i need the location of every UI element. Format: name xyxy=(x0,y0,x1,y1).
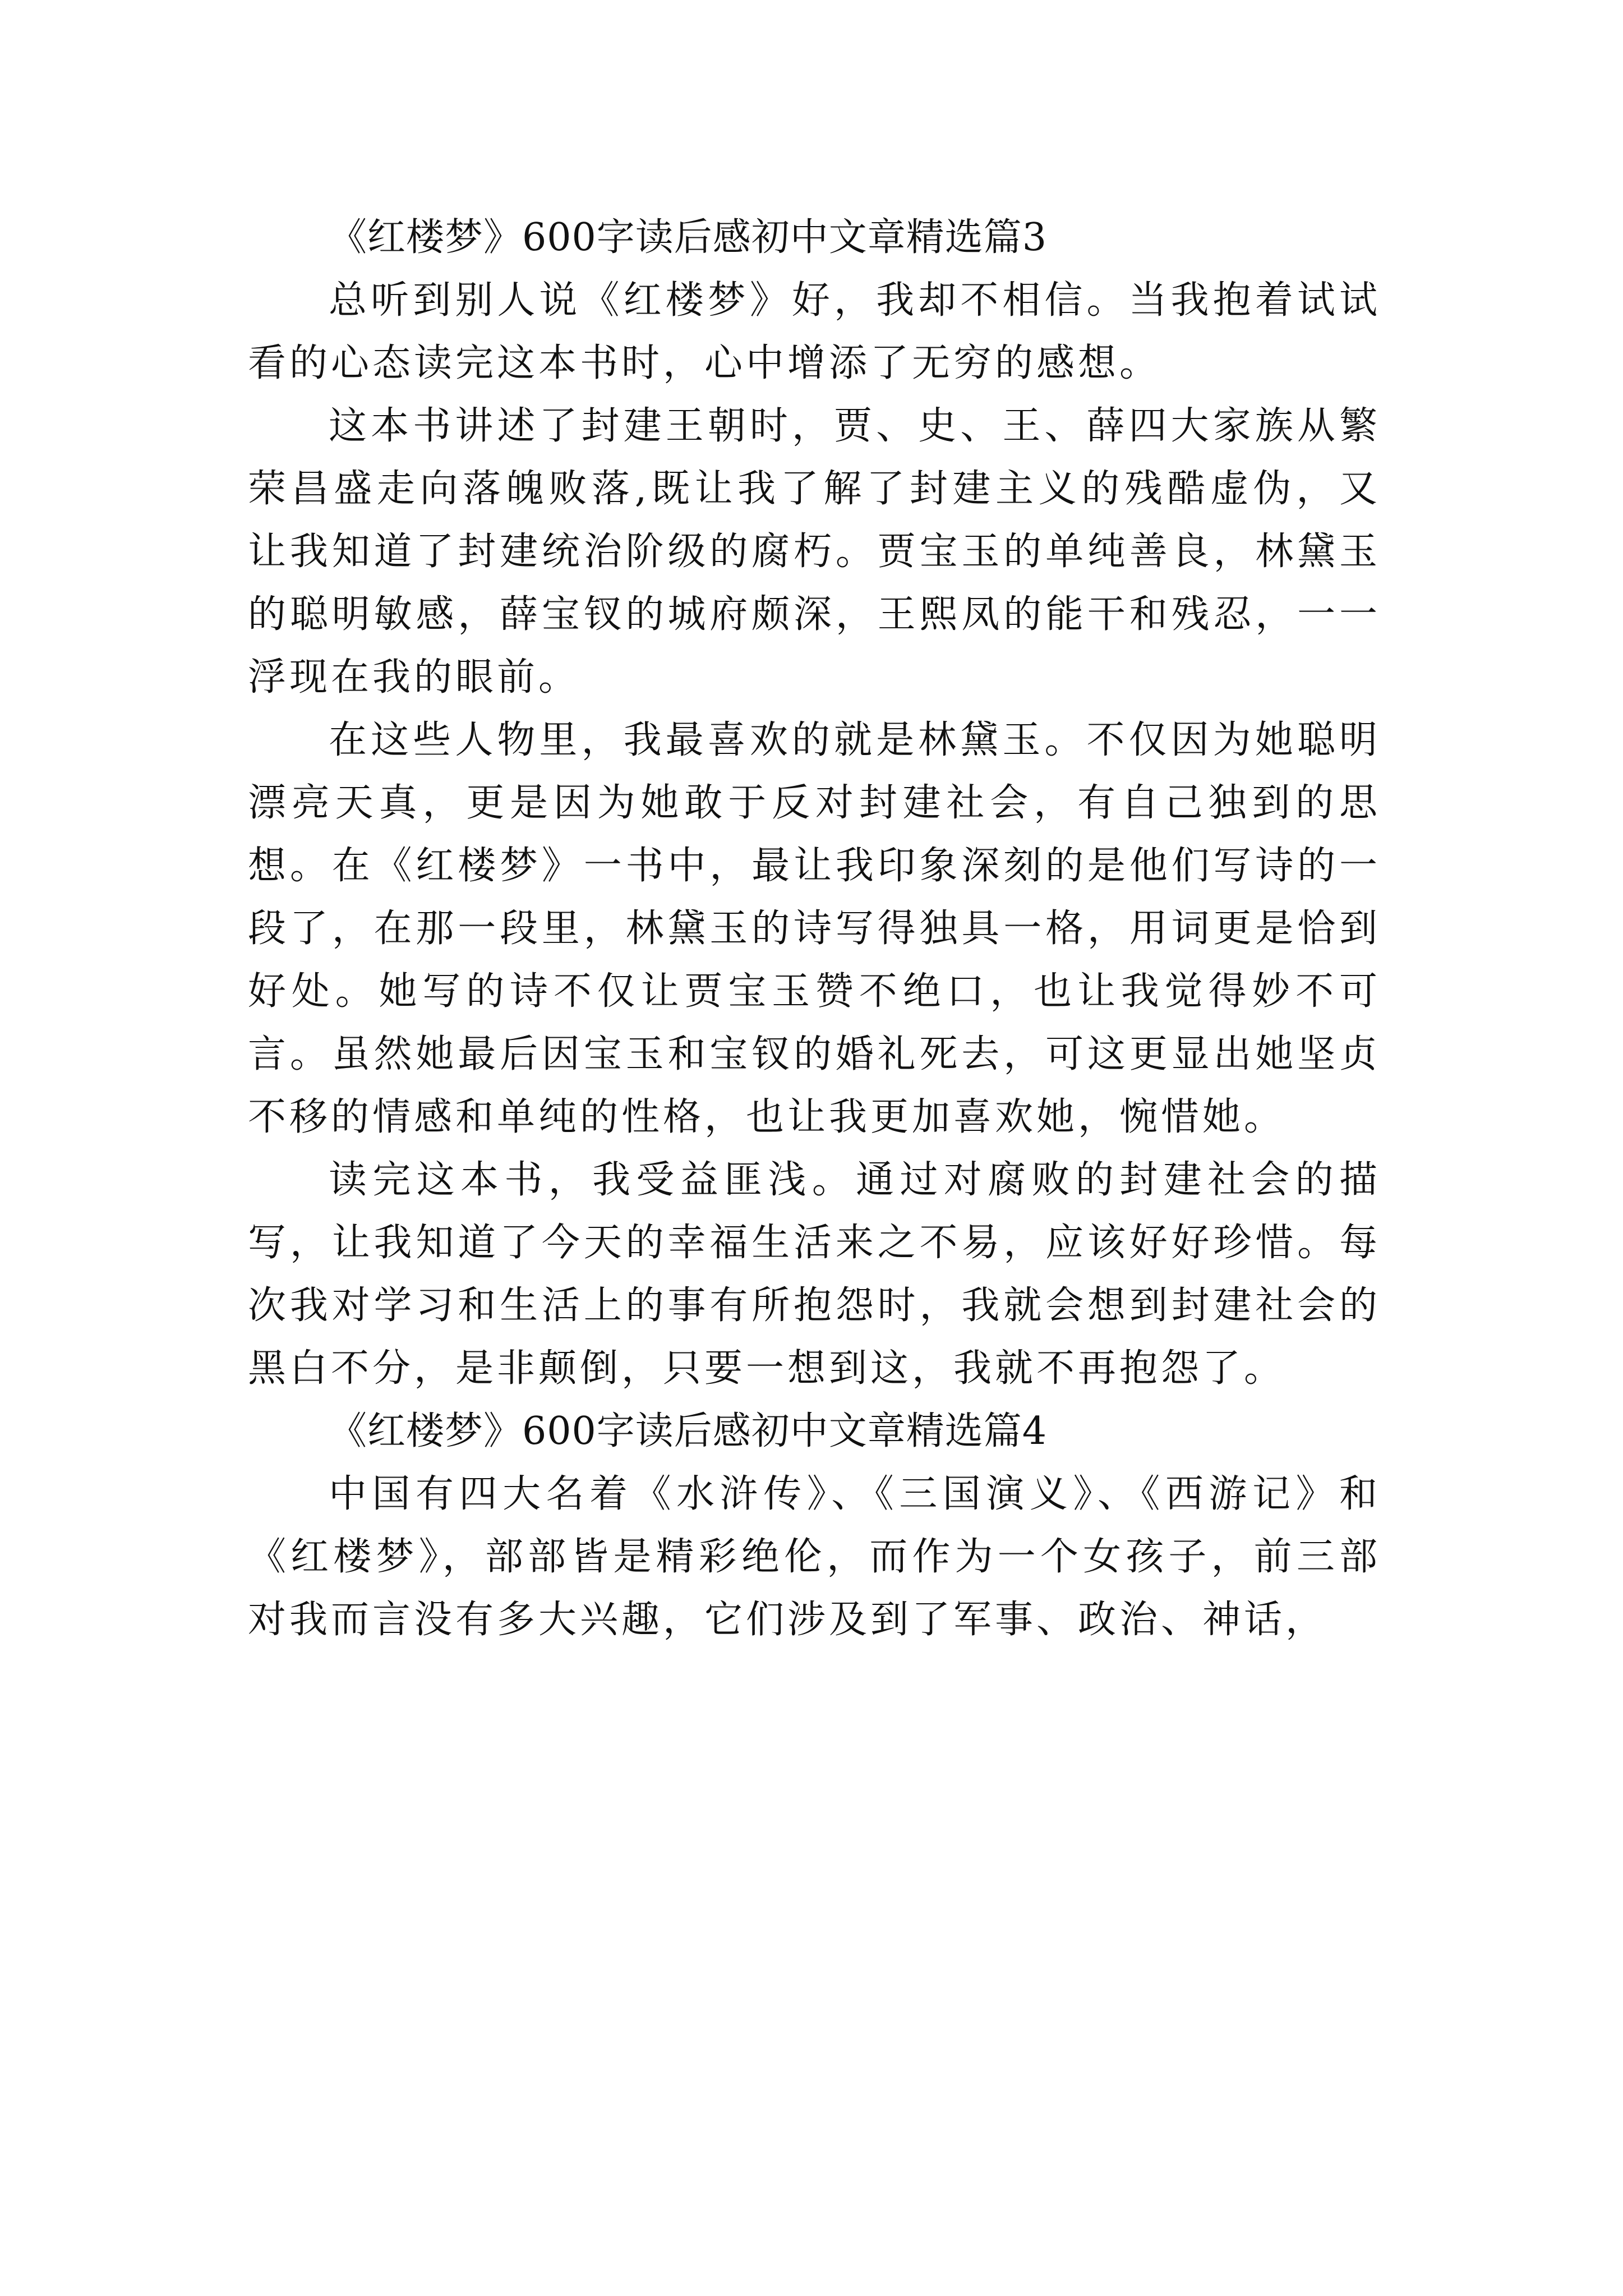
paragraph-2: 这本书讲述了封建王朝时，贾、史、王、薛四大家族从繁荣昌盛走向落魄败落,既让我了解了封建主义的残酷虚伪，又让我知道了封建统治阶级的腐朽。贾宝玉的单纯善良，林黛玉的聪明敏感，薛宝钗的城府颇深，王熙凤的能干和残忍，一一浮现在我的眼前。 xyxy=(248,404,1381,700)
paragraph-3: 在这些人物里，我最喜欢的就是林黛玉。不仅因为她聪明漂亮天真，更是因为她敢于反对封建社会，有自己独到的思想。在《红楼梦》一书中，最让我印象深刻的是他们写诗的一段了，在那一段里，林黛玉的诗写得独具一格，用词更是恰到好处。她写的诗不仅让贾宝玉赞不绝口，也让我觉得妙不可言。虽然她最后因宝玉和宝钗的婚礼死去，可这更显出她坚贞不移的情感和单纯的性格，也让我更加喜欢她，惋惜她。 xyxy=(248,718,1381,1139)
paragraph-4: 读完这本书，我受益匪浅。通过对腐败的封建社会的描写，让我知道了今天的幸福生活来之不易，应该好好珍惜。每次我对学习和生活上的事有所抱怨时，我就会想到封建社会的黑白不分，是非颠倒，只要一想到这，我就不再抱怨了。 xyxy=(248,1158,1381,1391)
paragraph-1: 总听到别人说《红楼梦》好，我却不相信。当我抱着试试看的心态读完这本书时，心中增添了无穷的感想。 xyxy=(248,278,1381,385)
article-heading-1: 《红楼梦》600字读后感初中文章精选篇3 xyxy=(329,215,1048,260)
paragraph-5: 中国有四大名着《水浒传》、《三国演义》、《西游记》和《红楼梦》，部部皆是精彩绝伦，而作为一个女孩子，前三部对我而言没有多大兴趣，它们涉及到了军事、政治、神话， xyxy=(248,1472,1381,1642)
document-body xyxy=(248,206,1381,1651)
article-heading-2: 《红楼梦》600字读后感初中文章精选篇4 xyxy=(329,1409,1048,1453)
